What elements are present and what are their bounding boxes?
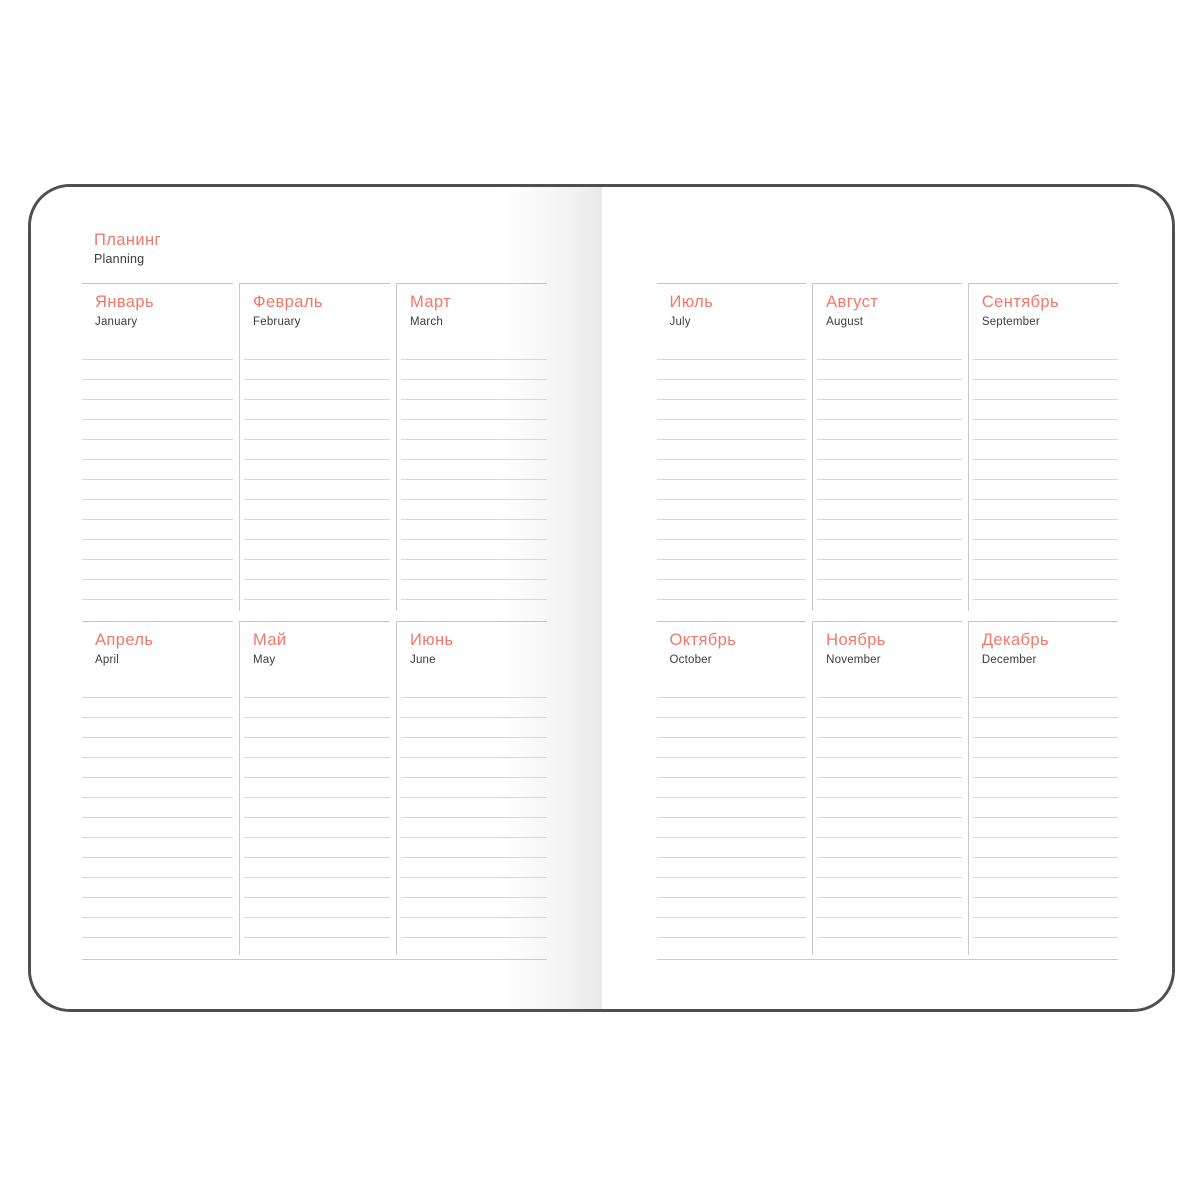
month-name-en: December — [981, 653, 1037, 666]
ruled-line — [973, 738, 1118, 758]
ruled-line — [973, 838, 1118, 858]
month-cell-june — [396, 621, 547, 955]
ruled-line — [657, 818, 807, 838]
ruled-line — [82, 918, 233, 938]
ruled-line — [973, 440, 1118, 460]
month-cell-december — [968, 621, 1118, 955]
ruled-lines — [82, 698, 233, 938]
ruled-line — [657, 918, 807, 938]
ruled-line — [244, 858, 390, 878]
month-header — [657, 622, 807, 698]
ruled-line — [817, 440, 962, 460]
ruled-lines — [401, 698, 547, 938]
ruled-line — [401, 520, 547, 540]
ruled-lines — [657, 698, 807, 938]
ruled-line — [82, 738, 233, 758]
ruled-line — [244, 758, 390, 778]
page-title — [94, 231, 161, 266]
ruled-line — [401, 758, 547, 778]
month-header — [244, 622, 390, 698]
ruled-line — [401, 460, 547, 480]
ruled-line — [657, 420, 807, 440]
ruled-line — [817, 818, 962, 838]
ruled-line — [82, 798, 233, 818]
ruled-lines — [244, 698, 390, 938]
ruled-lines — [82, 360, 233, 600]
ruled-line — [817, 758, 962, 778]
ruled-line — [817, 838, 962, 858]
month-cell-august — [812, 283, 962, 611]
ruled-line — [817, 520, 962, 540]
ruled-lines — [817, 698, 962, 938]
ruled-line — [817, 500, 962, 520]
ruled-line — [817, 718, 962, 738]
planner-page-right — [602, 187, 1173, 1009]
ruled-lines — [817, 360, 962, 600]
ruled-line — [973, 500, 1118, 520]
ruled-line — [244, 500, 390, 520]
ruled-line — [657, 798, 807, 818]
month-cell-november — [812, 621, 962, 955]
month-header — [401, 284, 547, 360]
ruled-line — [817, 698, 962, 718]
month-name-en: October — [669, 653, 712, 666]
ruled-line — [244, 918, 390, 938]
ruled-line — [973, 420, 1118, 440]
month-name-en: February — [253, 315, 301, 328]
month-name-en: August — [826, 315, 864, 328]
month-cell-may — [239, 621, 390, 955]
ruled-line — [817, 858, 962, 878]
ruled-line — [244, 580, 390, 600]
ruled-line — [244, 540, 390, 560]
ruled-line — [82, 778, 233, 798]
month-header — [401, 622, 547, 698]
ruled-line — [973, 360, 1118, 380]
ruled-line — [973, 898, 1118, 918]
month-name-en: January — [95, 315, 138, 328]
month-cell-april — [82, 621, 233, 955]
ruled-line — [973, 758, 1118, 778]
ruled-line — [817, 798, 962, 818]
ruled-lines — [401, 360, 547, 600]
month-header — [973, 284, 1118, 360]
ruled-lines — [244, 360, 390, 600]
ruled-line — [973, 460, 1118, 480]
month-header — [82, 284, 233, 360]
ruled-line — [244, 400, 390, 420]
ruled-line — [244, 878, 390, 898]
ruled-line — [82, 758, 233, 778]
ruled-line — [244, 380, 390, 400]
ruled-line — [401, 560, 547, 580]
ruled-line — [82, 540, 233, 560]
ruled-line — [244, 480, 390, 500]
ruled-line — [401, 540, 547, 560]
ruled-line — [657, 400, 807, 420]
month-name-en: July — [669, 315, 691, 328]
ruled-line — [82, 858, 233, 878]
page-bottom-rule — [82, 959, 547, 960]
month-name-ru: Ноябрь — [826, 631, 886, 649]
ruled-line — [401, 738, 547, 758]
ruled-line — [82, 838, 233, 858]
ruled-line — [817, 400, 962, 420]
ruled-line — [657, 778, 807, 798]
ruled-line — [657, 838, 807, 858]
ruled-line — [401, 838, 547, 858]
ruled-line — [973, 480, 1118, 500]
ruled-line — [657, 758, 807, 778]
month-cell-february — [239, 283, 390, 611]
ruled-line — [244, 460, 390, 480]
ruled-line — [973, 878, 1118, 898]
month-name-en: March — [410, 315, 443, 328]
ruled-line — [817, 540, 962, 560]
ruled-line — [657, 440, 807, 460]
ruled-line — [973, 858, 1118, 878]
month-name-en: September — [981, 315, 1040, 328]
ruled-line — [401, 698, 547, 718]
ruled-line — [82, 440, 233, 460]
ruled-line — [973, 918, 1118, 938]
ruled-line — [657, 878, 807, 898]
ruled-line — [244, 898, 390, 918]
month-header — [973, 622, 1118, 698]
ruled-line — [82, 718, 233, 738]
ruled-line — [817, 580, 962, 600]
ruled-line — [244, 718, 390, 738]
ruled-line — [401, 918, 547, 938]
ruled-line — [657, 380, 807, 400]
ruled-line — [401, 440, 547, 460]
ruled-line — [82, 898, 233, 918]
ruled-line — [817, 560, 962, 580]
ruled-line — [657, 898, 807, 918]
ruled-line — [973, 400, 1118, 420]
ruled-line — [657, 360, 807, 380]
ruled-line — [244, 738, 390, 758]
month-header — [82, 622, 233, 698]
ruled-line — [82, 500, 233, 520]
ruled-line — [401, 400, 547, 420]
page-title-en: Planning — [94, 251, 145, 266]
month-name-en: November — [826, 653, 881, 666]
ruled-line — [401, 778, 547, 798]
ruled-line — [82, 580, 233, 600]
ruled-line — [817, 460, 962, 480]
notebook-cover — [28, 184, 1175, 1012]
ruled-lines — [973, 360, 1118, 600]
ruled-line — [82, 560, 233, 580]
ruled-line — [244, 838, 390, 858]
ruled-line — [817, 898, 962, 918]
ruled-line — [973, 718, 1118, 738]
month-cell-march — [396, 283, 547, 611]
ruled-line — [82, 360, 233, 380]
ruled-line — [657, 500, 807, 520]
ruled-line — [244, 440, 390, 460]
ruled-line — [82, 818, 233, 838]
ruled-line — [82, 420, 233, 440]
ruled-line — [82, 380, 233, 400]
month-name-ru: Июнь — [410, 631, 454, 649]
ruled-line — [82, 480, 233, 500]
ruled-line — [244, 818, 390, 838]
month-name-ru: Декабрь — [981, 631, 1049, 649]
ruled-line — [973, 580, 1118, 600]
ruled-line — [82, 698, 233, 718]
month-name-ru: Январь — [95, 293, 154, 311]
ruled-line — [657, 560, 807, 580]
planner-page-left — [31, 187, 602, 1009]
ruled-line — [657, 480, 807, 500]
ruled-line — [401, 380, 547, 400]
ruled-line — [401, 798, 547, 818]
month-name-ru: Март — [410, 293, 452, 311]
ruled-line — [401, 500, 547, 520]
month-cell-january — [82, 283, 233, 611]
month-name-ru: Май — [253, 631, 287, 649]
ruled-line — [82, 878, 233, 898]
ruled-line — [82, 460, 233, 480]
ruled-line — [973, 560, 1118, 580]
page-bottom-rule — [657, 959, 1118, 960]
month-name-ru: Октябрь — [669, 631, 737, 649]
ruled-line — [401, 898, 547, 918]
ruled-line — [401, 480, 547, 500]
ruled-line — [401, 718, 547, 738]
ruled-line — [657, 738, 807, 758]
ruled-line — [82, 400, 233, 420]
month-name-ru: Сентябрь — [981, 293, 1059, 311]
ruled-line — [657, 520, 807, 540]
ruled-line — [817, 380, 962, 400]
ruled-line — [82, 520, 233, 540]
month-name-ru: Апрель — [95, 631, 154, 649]
month-header — [817, 622, 962, 698]
months-grid-right — [657, 283, 1118, 955]
months-grid-left — [82, 283, 547, 955]
ruled-line — [817, 778, 962, 798]
ruled-line — [244, 560, 390, 580]
month-header — [657, 284, 807, 360]
ruled-line — [401, 818, 547, 838]
month-header — [244, 284, 390, 360]
ruled-line — [244, 520, 390, 540]
ruled-line — [657, 580, 807, 600]
ruled-line — [973, 540, 1118, 560]
ruled-line — [817, 480, 962, 500]
month-cell-july — [657, 283, 807, 611]
ruled-line — [401, 580, 547, 600]
ruled-line — [401, 878, 547, 898]
ruled-lines — [657, 360, 807, 600]
ruled-line — [973, 798, 1118, 818]
ruled-line — [657, 698, 807, 718]
ruled-line — [973, 520, 1118, 540]
ruled-line — [817, 878, 962, 898]
ruled-line — [401, 360, 547, 380]
ruled-line — [973, 698, 1118, 718]
ruled-line — [657, 718, 807, 738]
ruled-line — [973, 380, 1118, 400]
ruled-line — [657, 540, 807, 560]
ruled-line — [244, 420, 390, 440]
ruled-line — [973, 778, 1118, 798]
ruled-line — [244, 360, 390, 380]
ruled-line — [817, 918, 962, 938]
month-name-en: April — [95, 653, 120, 666]
month-name-ru: Июль — [669, 293, 714, 311]
ruled-line — [817, 420, 962, 440]
ruled-line — [244, 798, 390, 818]
ruled-line — [244, 698, 390, 718]
month-cell-september — [968, 283, 1118, 611]
ruled-line — [817, 738, 962, 758]
ruled-lines — [973, 698, 1118, 938]
ruled-line — [401, 858, 547, 878]
ruled-line — [817, 360, 962, 380]
month-name-en: May — [253, 653, 276, 666]
ruled-line — [657, 460, 807, 480]
ruled-line — [244, 778, 390, 798]
ruled-line — [401, 420, 547, 440]
page-title-ru: Планинг — [94, 231, 161, 249]
month-name-ru: Август — [826, 293, 879, 311]
ruled-line — [973, 818, 1118, 838]
month-cell-october — [657, 621, 807, 955]
ruled-line — [657, 858, 807, 878]
month-header — [817, 284, 962, 360]
month-name-en: June — [410, 653, 436, 666]
month-name-ru: Февраль — [253, 293, 323, 311]
